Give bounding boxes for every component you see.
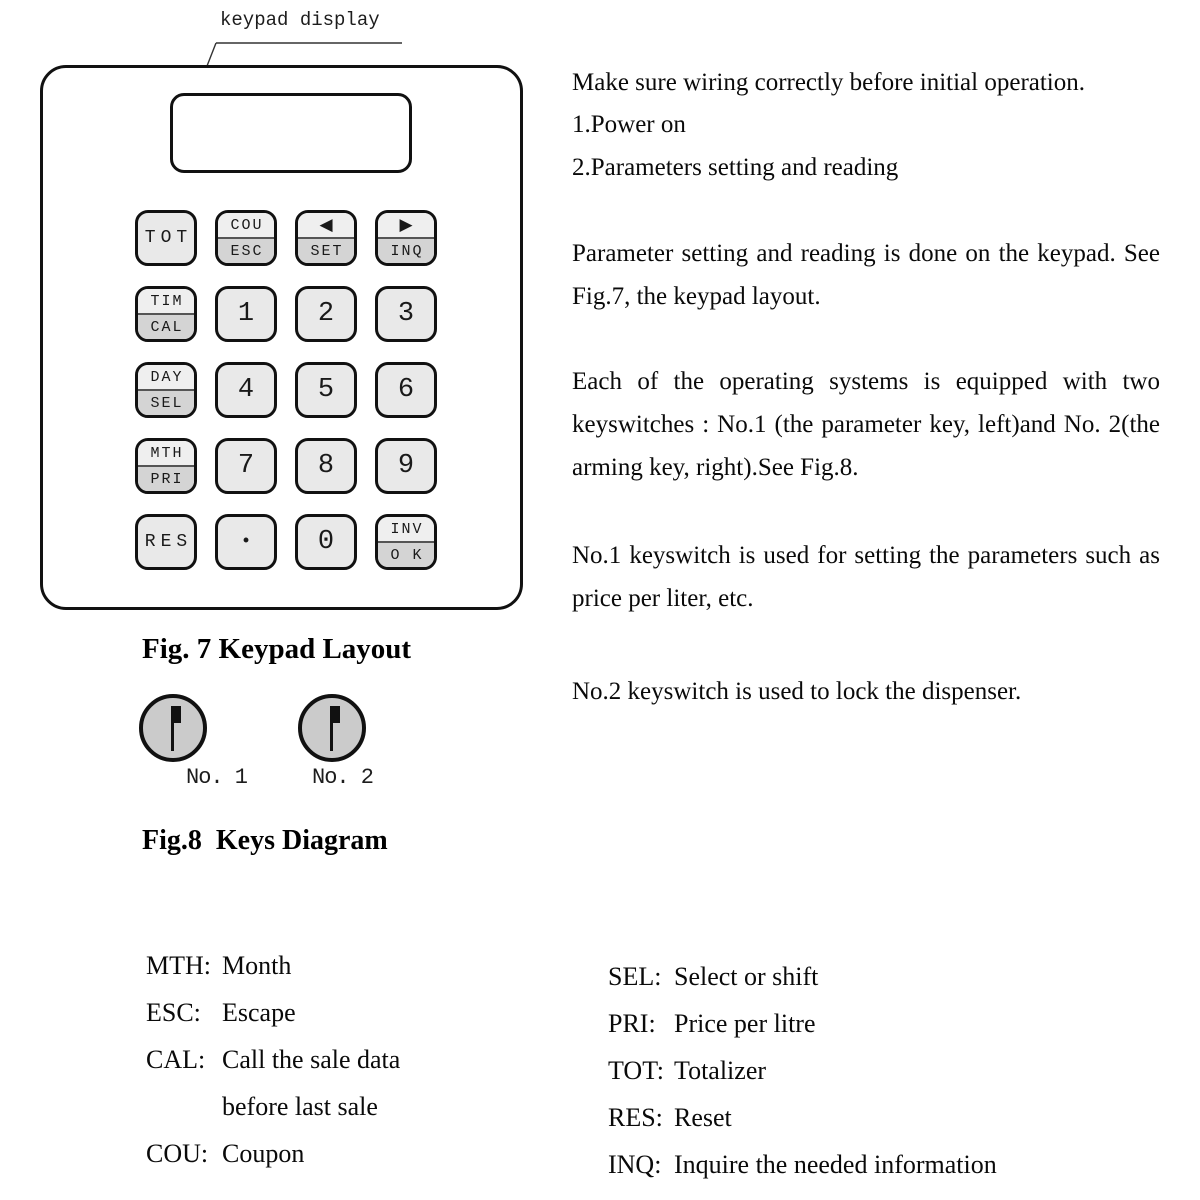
keyswitch-1 [139, 694, 207, 762]
instruction-paragraph: Each of the operating systems is equipped with two keyswitches : No.1 (the parameter key, left)and No. 2(the arming key, right).See Fig.8. [572, 368, 1160, 481]
key-label: 1 [237, 299, 255, 329]
key-label: 2 [317, 299, 335, 329]
key-label: 0 [317, 527, 335, 557]
key-tot [135, 210, 197, 266]
instruction-paragraph: 1.Power on [572, 111, 686, 138]
key-5 [295, 362, 357, 418]
legend-item [608, 957, 997, 1004]
keypad-display-callout: keypad display [220, 9, 380, 31]
keyswitch-slot-icon [171, 706, 181, 723]
fig8-caption: Fig.8 Keys Diagram [142, 825, 388, 856]
keypad-display [170, 93, 412, 173]
key-label: CAL [150, 318, 184, 336]
instruction-paragraph: Make sure wiring correctly before initial operation. [572, 69, 1086, 96]
key-label: SET [310, 242, 344, 260]
key-cou-esc [215, 210, 277, 266]
key-label: PRI [150, 470, 184, 488]
key-3 [375, 286, 437, 342]
key-2 [295, 286, 357, 342]
legend-def: Call the sale data [222, 1045, 401, 1074]
key-inv-ok [375, 514, 437, 570]
dot-icon: • [240, 532, 252, 552]
key-dot [215, 514, 277, 570]
key-res [135, 514, 197, 570]
legend-def: Inquire the needed information [674, 1150, 997, 1179]
keyswitch-1-label: No. 1 [186, 765, 248, 790]
right-arrow-icon: ▶ [399, 215, 413, 235]
key-6 [375, 362, 437, 418]
key-1 [215, 286, 277, 342]
legend-item [146, 993, 400, 1040]
legend-abbr: COU: [146, 1139, 209, 1168]
key-label: 9 [397, 451, 415, 481]
legend-abbr: PRI: [608, 1009, 656, 1038]
key-label: ESC [230, 242, 264, 260]
legend-left-column [146, 946, 400, 1181]
legend-def: Escape [222, 998, 296, 1027]
instruction-paragraph: No.2 keyswitch is used to lock the dispenser. [572, 678, 1022, 705]
key-label: RES [144, 532, 193, 552]
legend-def: before last sale [222, 1092, 378, 1121]
legend-abbr: SEL: [608, 962, 662, 991]
legend-abbr: CAL: [146, 1045, 206, 1074]
legend-def: Price per litre [674, 1009, 816, 1038]
key-label: INV [390, 520, 424, 538]
key-day-sel [135, 362, 197, 418]
key-label: O K [390, 546, 424, 564]
key-label: 3 [397, 299, 415, 329]
legend-item [608, 1098, 997, 1145]
key-label: 8 [317, 451, 335, 481]
key-left-set [295, 210, 357, 266]
key-label: DAY [150, 368, 184, 386]
keypad-keys-grid [135, 210, 437, 570]
legend-def: Reset [674, 1103, 732, 1132]
legend-item [608, 1051, 997, 1098]
legend-item [146, 946, 400, 993]
legend-def: Month [222, 951, 292, 980]
legend-abbr: MTH: [146, 951, 211, 980]
instruction-paragraph: No.1 keyswitch is used for setting the parameters such as price per liter, etc. [572, 542, 1160, 612]
legend-abbr: ESC: [146, 998, 201, 1027]
instruction-paragraph: 2.Parameters setting and reading [572, 154, 899, 181]
key-label: 7 [237, 451, 255, 481]
key-4 [215, 362, 277, 418]
legend-def: Select or shift [674, 962, 819, 991]
legend-item [146, 1134, 400, 1181]
key-label: INQ [390, 242, 424, 260]
key-9 [375, 438, 437, 494]
key-mth-pri [135, 438, 197, 494]
key-label: 5 [317, 375, 335, 405]
keyswitch-2 [298, 694, 366, 762]
legend-item [146, 1040, 400, 1087]
key-label: MTH [150, 444, 184, 462]
key-label: 4 [237, 375, 255, 405]
legend-right-column [608, 957, 997, 1192]
legend-def: Coupon [222, 1139, 305, 1168]
key-label: SEL [150, 394, 184, 412]
legend-item [146, 1087, 400, 1134]
legend-abbr: RES: [608, 1103, 663, 1132]
key-label: 6 [397, 375, 415, 405]
left-arrow-icon: ◀ [319, 215, 333, 235]
legend-def: Totalizer [674, 1056, 767, 1085]
key-label: COU [230, 216, 264, 234]
key-right-inq [375, 210, 437, 266]
key-label: TIM [150, 292, 184, 310]
legend-item [608, 1004, 997, 1051]
legend-item [608, 1145, 997, 1192]
key-7 [215, 438, 277, 494]
keyswitch-slot-icon [330, 706, 340, 723]
fig7-caption: Fig. 7 Keypad Layout [142, 633, 412, 665]
key-0 [295, 514, 357, 570]
legend-abbr: INQ: [608, 1150, 662, 1179]
key-label: TOT [144, 228, 193, 248]
instruction-paragraph: Parameter setting and reading is done on the keypad. See Fig.7, the keypad layout. [572, 240, 1160, 310]
legend-abbr: TOT: [608, 1056, 664, 1085]
keyswitch-2-label: No. 2 [312, 765, 374, 790]
key-8 [295, 438, 357, 494]
key-tim-cal [135, 286, 197, 342]
